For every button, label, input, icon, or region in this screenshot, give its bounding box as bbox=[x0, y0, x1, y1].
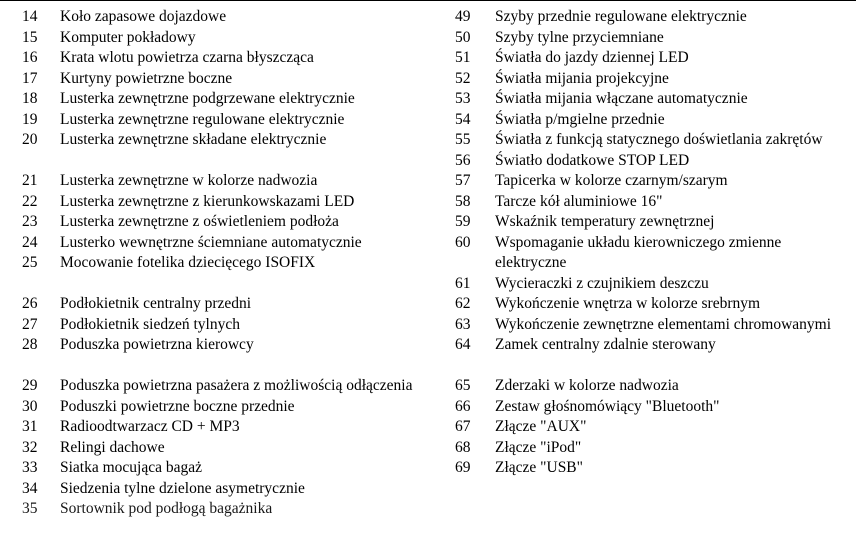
item-text: Światła z funkcją statycznego doświetlania zakrętów bbox=[495, 131, 823, 148]
item-number: 60 bbox=[455, 233, 471, 251]
item-number: 62 bbox=[455, 295, 471, 312]
item-number: 15 bbox=[22, 28, 38, 46]
list-item bbox=[22, 130, 442, 151]
list-item bbox=[455, 376, 850, 397]
list-item bbox=[455, 335, 850, 356]
item-text: Szyby przednie regulowane elektrycznie bbox=[495, 8, 747, 25]
item-text: Zamek centralny zdalnie sterowany bbox=[495, 336, 716, 353]
item-number: 50 bbox=[455, 28, 471, 46]
list-item bbox=[455, 397, 850, 418]
item-number: 67 bbox=[455, 418, 471, 435]
item-text: Siatka mocująca bagaż bbox=[60, 459, 203, 476]
list-item bbox=[455, 69, 850, 90]
item-text: Sortownik pod podłogą bagażnika bbox=[60, 500, 273, 517]
item-text: Koło zapasowe dojazdowe bbox=[60, 8, 227, 25]
item-number: 34 bbox=[22, 479, 38, 497]
item-text: Podłokietnik centralny przedni bbox=[60, 295, 252, 312]
item-text: Zestaw głośnomówiący "Bluetooth" bbox=[495, 397, 720, 415]
item-number: 66 bbox=[455, 397, 471, 415]
item-text: Lusterko wewnętrzne ściemniane automatycznie bbox=[60, 233, 362, 251]
list-item bbox=[22, 89, 442, 110]
item-text: Radioodtwarzacz CD + MP3 bbox=[60, 418, 240, 435]
list-item bbox=[455, 130, 850, 151]
list-item bbox=[22, 7, 442, 28]
list-item bbox=[22, 171, 442, 192]
item-text: Poduszki powietrzne boczne przednie bbox=[60, 397, 295, 415]
list-item bbox=[22, 212, 442, 233]
item-number: 63 bbox=[455, 315, 471, 333]
item-number: 22 bbox=[22, 192, 38, 210]
list-item bbox=[22, 376, 442, 397]
list-item bbox=[455, 7, 850, 28]
item-number: 69 bbox=[455, 459, 471, 476]
list-item bbox=[455, 110, 850, 131]
item-text: Szyby tylne przyciemniane bbox=[495, 28, 664, 46]
item-number: 35 bbox=[22, 500, 38, 517]
list-item bbox=[22, 192, 442, 213]
item-number: 24 bbox=[22, 233, 38, 251]
list-item bbox=[22, 294, 442, 315]
list-item bbox=[455, 294, 850, 315]
item-number: 28 bbox=[22, 336, 38, 353]
item-text: Komputer pokładowy bbox=[60, 28, 196, 46]
list-item bbox=[22, 438, 442, 459]
item-number: 21 bbox=[22, 172, 38, 189]
list-item bbox=[22, 397, 442, 418]
item-number: 20 bbox=[22, 131, 38, 148]
item-text: Wskaźnik temperatury zewnętrznej bbox=[495, 213, 715, 230]
item-number: 58 bbox=[455, 192, 471, 210]
list-item bbox=[455, 438, 850, 459]
item-number: 32 bbox=[22, 438, 38, 456]
list-item bbox=[455, 171, 850, 192]
item-text: Tapicerka w kolorze czarnym/szarym bbox=[495, 172, 728, 189]
list-item bbox=[455, 192, 850, 213]
item-number: 55 bbox=[455, 131, 471, 148]
item-text: Wycieraczki z czujnikiem deszczu bbox=[495, 274, 709, 292]
list-item bbox=[455, 315, 850, 336]
list-item bbox=[22, 458, 442, 479]
item-text: Siedzenia tylne dzielone asymetrycznie bbox=[60, 479, 305, 497]
list-item bbox=[22, 315, 442, 336]
item-number: 23 bbox=[22, 213, 38, 230]
item-text: Lusterka zewnętrzne regulowane elektrycznie bbox=[60, 110, 345, 128]
item-number: 14 bbox=[22, 8, 38, 25]
item-number: 52 bbox=[455, 69, 471, 87]
item-number: 25 bbox=[22, 254, 38, 271]
item-text: Wspomaganie układu kierowniczego zmienne elektryczne bbox=[495, 233, 782, 271]
item-number: 51 bbox=[455, 49, 471, 66]
list-item bbox=[455, 233, 850, 274]
list-item bbox=[455, 28, 850, 49]
item-text: Poduszka powietrzna kierowcy bbox=[60, 336, 254, 353]
item-text: Światła p/mgielne przednie bbox=[495, 110, 665, 128]
item-number: 27 bbox=[22, 315, 38, 333]
item-text: Relingi dachowe bbox=[60, 438, 165, 456]
item-text: Tarcze kół aluminiowe 16" bbox=[495, 192, 663, 210]
list-item bbox=[455, 48, 850, 69]
item-number: 56 bbox=[455, 151, 471, 169]
list-item bbox=[22, 479, 442, 500]
item-number: 64 bbox=[455, 336, 471, 353]
list-item bbox=[455, 458, 850, 479]
item-number: 26 bbox=[22, 295, 38, 312]
item-text: Złącze "iPod" bbox=[495, 438, 582, 456]
list-item bbox=[455, 89, 850, 110]
list-item bbox=[455, 274, 850, 295]
item-number: 68 bbox=[455, 438, 471, 456]
item-text: Światła mijania włączane automatycznie bbox=[495, 90, 748, 107]
item-number: 57 bbox=[455, 172, 471, 189]
item-number: 29 bbox=[22, 377, 38, 394]
item-number: 65 bbox=[455, 377, 471, 394]
item-text: Krata wlotu powietrza czarna błyszcząca bbox=[60, 49, 314, 66]
list-item bbox=[22, 28, 442, 49]
list-item bbox=[22, 499, 442, 520]
item-text: Mocowanie fotelika dziecięcego ISOFIX bbox=[60, 254, 316, 271]
list-item bbox=[22, 69, 442, 90]
list-item bbox=[455, 151, 850, 172]
list-item bbox=[455, 212, 850, 233]
item-number: 18 bbox=[22, 90, 38, 107]
top-rule bbox=[0, 0, 856, 1]
item-number: 59 bbox=[455, 213, 471, 230]
item-text: Wykończenie zewnętrzne elementami chromowanymi bbox=[495, 315, 832, 333]
list-item bbox=[22, 233, 442, 254]
item-number: 33 bbox=[22, 459, 38, 476]
item-number: 19 bbox=[22, 110, 38, 128]
item-text: Lusterka zewnętrzne w kolorze nadwozia bbox=[60, 172, 318, 189]
item-text: Wykończenie wnętrza w kolorze srebrnym bbox=[495, 295, 761, 312]
list-item bbox=[22, 110, 442, 131]
item-number: 53 bbox=[455, 90, 471, 107]
item-text: Światło dodatkowe STOP LED bbox=[495, 151, 690, 169]
item-text: Lusterka zewnętrzne składane elektrycznie bbox=[60, 131, 327, 148]
item-text: Podłokietnik siedzeń tylnych bbox=[60, 315, 240, 333]
item-text: Światła do jazdy dziennej LED bbox=[495, 49, 689, 66]
equipment-list-left-column bbox=[22, 7, 442, 520]
list-item bbox=[22, 417, 442, 438]
list-item bbox=[22, 48, 442, 69]
item-text: Zderzaki w kolorze nadwozia bbox=[495, 377, 679, 394]
list-item bbox=[22, 335, 442, 356]
item-text: Lusterka zewnętrzne z kierunkowskazami LED bbox=[60, 192, 355, 210]
item-number: 61 bbox=[455, 274, 471, 292]
equipment-list-right-column bbox=[455, 7, 850, 479]
item-number: 16 bbox=[22, 49, 38, 66]
item-text: Światła mijania projekcyjne bbox=[495, 69, 669, 87]
item-number: 49 bbox=[455, 8, 471, 25]
item-text: Poduszka powietrzna pasażera z możliwością odłączenia bbox=[60, 377, 413, 394]
item-text: Lusterka zewnętrzne podgrzewane elektrycznie bbox=[60, 90, 355, 107]
list-item bbox=[455, 417, 850, 438]
item-number: 17 bbox=[22, 69, 38, 87]
item-number: 31 bbox=[22, 418, 38, 435]
item-number: 30 bbox=[22, 397, 38, 415]
item-text: Kurtyny powietrzne boczne bbox=[60, 69, 233, 87]
list-item bbox=[22, 253, 442, 274]
item-number: 54 bbox=[455, 110, 471, 128]
item-text: Złącze "USB" bbox=[495, 459, 583, 476]
item-text: Złącze "AUX" bbox=[495, 418, 587, 435]
item-text: Lusterka zewnętrzne z oświetleniem podłoża bbox=[60, 213, 339, 230]
